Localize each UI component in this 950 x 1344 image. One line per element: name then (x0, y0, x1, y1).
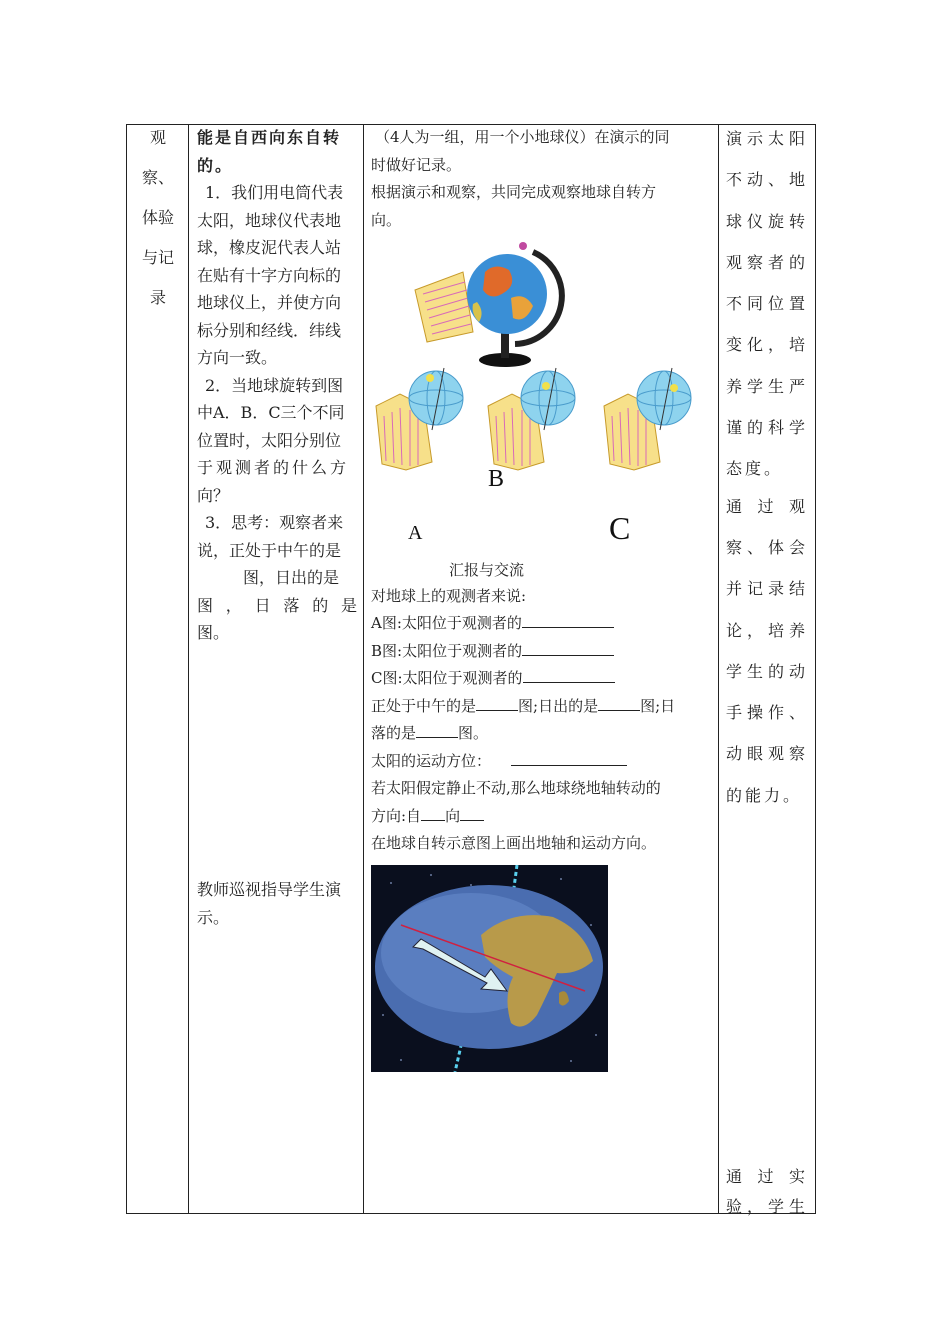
teacher-guidance (197, 876, 357, 932)
intent-line: 球仪旋转 (726, 211, 808, 231)
table-border-left (126, 124, 127, 1214)
answer-blank[interactable] (476, 696, 518, 711)
step-text: 标分别和经线．纬线 (197, 320, 342, 340)
step-text: 中A．B．C三个不同 (197, 403, 345, 422)
stage-line: 体验 (141, 208, 174, 227)
step-text: 图，日出的是 (243, 568, 340, 587)
label-a: A (408, 522, 423, 544)
question-sun-direction (371, 748, 713, 776)
student-activity-column (371, 124, 713, 234)
question-sunset (371, 720, 713, 748)
question-a (371, 610, 713, 638)
intro-line: （4人为一组，用一个小地球仪）在演示的同 (375, 128, 670, 146)
table-border-right (815, 124, 816, 1214)
answer-blank[interactable] (511, 751, 627, 766)
report-section (371, 558, 713, 858)
intent-line: 不动、地 (726, 170, 808, 190)
instruction-draw: 在地球自转示意图上画出地轴和运动方向。 (371, 834, 657, 852)
question-c (371, 665, 713, 693)
step-text: 于观测者的什么方 (197, 458, 350, 477)
table-divider-1 (188, 124, 189, 1214)
stage-line: 观 (149, 128, 166, 147)
question-b (371, 638, 713, 666)
answer-blank[interactable] (522, 613, 614, 628)
stage-line: 察、 (141, 168, 174, 187)
intent-line: 并记录结 (726, 579, 808, 599)
intro-line: 时做好记录。 (371, 155, 462, 174)
intent-line: 验，学生 (726, 1197, 808, 1216)
answer-blank[interactable] (598, 696, 640, 711)
step-text: 方向一致。 (197, 348, 278, 367)
answer-blank[interactable] (421, 806, 445, 821)
intent-line: 通过观 (726, 496, 808, 516)
intent-line: 的能力。 (726, 785, 803, 805)
globe-b (488, 368, 575, 470)
step-text: 1．我们用电筒代表 (205, 183, 344, 202)
question-direction-text: 方向:自 (371, 806, 422, 825)
earth-rotation-figure (371, 865, 608, 1072)
table-divider-2 (363, 124, 364, 1214)
stage-column (128, 124, 188, 318)
design-intent-column (726, 124, 808, 816)
step-text: 球，橡皮泥代表人站 (197, 238, 342, 257)
answer-blank[interactable] (460, 806, 484, 821)
step-text: 图，日落的是 (197, 595, 357, 615)
question-intro: 对地球上的观测者来说: (371, 587, 527, 605)
question-sunset-text: 落的是 (371, 724, 417, 742)
teacher-activity-column (197, 124, 357, 647)
question-c-text: C图:太阳位于观测者的 (371, 669, 523, 687)
intro-line: 向。 (371, 210, 402, 229)
intro-line: 根据演示和观察，共同完成观察地球自转方 (371, 183, 657, 201)
report-title: 汇报与交流 (449, 561, 525, 579)
label-b: B (488, 466, 505, 492)
conclusion-line: 能是自西向东自转 (197, 128, 342, 147)
question-noon (371, 693, 713, 721)
intent-line: 察、体会 (726, 537, 808, 557)
intent-line: 谨的科学 (726, 418, 808, 438)
table-divider-3 (718, 124, 719, 1214)
teacher-guidance-line: 示。 (197, 908, 230, 927)
label-c: C (609, 510, 631, 546)
question-a-text: A图:太阳位于观测者的 (371, 614, 522, 632)
intent-line: 态度。 (726, 459, 784, 479)
step-text: 2．当地球旋转到图 (205, 375, 344, 395)
question-noon-text: 正处于中午的是 (371, 696, 477, 715)
question-sun-text: 太阳的运动方位： (371, 751, 492, 770)
step-text: 3．思考：观察者来 (205, 513, 344, 532)
intent-line: 变化，培 (726, 335, 808, 355)
question-b-text: B图:太阳位于观测者的 (371, 641, 523, 660)
intent-line: 论，培养 (726, 620, 808, 640)
intent-line: 观察者的 (726, 252, 808, 272)
step-text: 说，正处于中午的是 (197, 540, 342, 560)
rotation-positions-figure (372, 366, 717, 476)
globe-stand-figure (405, 232, 565, 372)
question-axis: 若太阳假定静止不动,那么地球绕地轴转动的 (371, 779, 661, 797)
question-sunset-end: 图。 (458, 724, 489, 742)
step-text: 向？ (197, 485, 230, 505)
globe-a (376, 368, 463, 470)
step-text: 太阳，地球仪代表地 (197, 210, 342, 230)
intent-line: 学生的动 (726, 661, 808, 681)
design-intent-bottom (726, 1162, 808, 1222)
answer-blank[interactable] (522, 641, 614, 656)
conclusion-line: 的。 (197, 155, 234, 175)
intent-line: 手操作、 (726, 703, 808, 723)
answer-blank[interactable] (523, 668, 615, 683)
question-direction-to: 向 (445, 806, 461, 825)
question-sunrise-text: 图;日出的是 (518, 696, 599, 715)
stage-line: 与记 (141, 248, 174, 267)
step-text: 图。 (197, 623, 230, 642)
teacher-guidance-line: 教师巡视指导学生演 (197, 880, 342, 899)
answer-blank[interactable] (416, 723, 458, 738)
intent-line: 养学生严 (726, 376, 808, 396)
intent-line: 动眼观察 (726, 744, 808, 764)
intent-line: 通过实 (726, 1167, 808, 1186)
intent-line: 演示太阳 (726, 129, 808, 148)
question-sunset-text: 图;日 (640, 696, 676, 715)
step-text: 位置时，太阳分别位 (197, 430, 342, 450)
intent-line: 不同位置 (726, 294, 808, 314)
step-text: 在贴有十字方向标的 (197, 265, 342, 285)
question-direction (371, 803, 713, 831)
step-text: 地球仪上，并使方向 (197, 293, 342, 312)
stage-line: 录 (149, 288, 166, 307)
globe-c (604, 368, 691, 470)
